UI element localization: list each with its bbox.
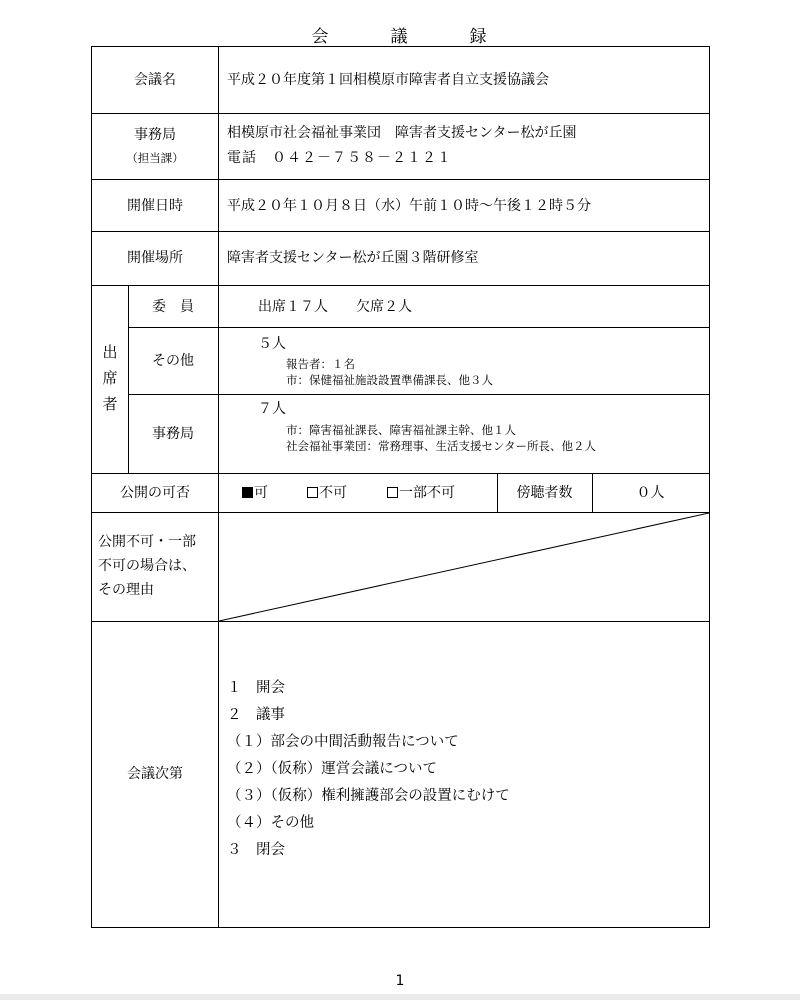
agenda-item: １ 開会 (227, 680, 285, 696)
attendees-label-char: 席 (102, 369, 118, 387)
disclosure-option-no[interactable] (307, 484, 347, 502)
secretariat-line1: 相模原市社会福祉事業団 障害者支援センター松が丘園 (227, 125, 577, 141)
attendee-secretariat-count: ７人 (258, 401, 286, 417)
meeting-name-label: 会議名 (134, 72, 176, 88)
disclosure-label: 公開の可否 (120, 485, 190, 501)
disclosure-option-label: 不可 (319, 485, 347, 501)
secretariat-sublabel: （担当課） (126, 151, 184, 165)
row-divider (92, 179, 709, 180)
unchecked-box-icon (307, 487, 318, 498)
attendee-secretariat-detail: 市：障害福祉課長、障害福祉課主幹、他１人 (286, 423, 516, 437)
disclosure-option-label: 一部不可 (399, 485, 455, 501)
agenda-item: （２）（仮称）運営会議について (227, 761, 437, 777)
observers-label: 傍聴者数 (516, 485, 573, 501)
checked-box-icon (242, 487, 253, 498)
unchecked-box-icon (387, 487, 398, 498)
row-divider (92, 473, 709, 474)
row-divider (128, 394, 709, 395)
others-label: その他 (152, 353, 194, 369)
others-detail: 市：保健福祉施設設置準備課長、他３人 (286, 373, 493, 387)
agenda-list (227, 675, 510, 864)
reason-label-line: その理由 (98, 582, 154, 598)
agenda-item: （４）その他 (227, 815, 314, 831)
reason-label-line: 公開不可・一部 (98, 534, 196, 550)
secretariat-phone: 電話 ０４２－７５８－２１２１ (227, 150, 452, 166)
agenda-item: ３ 閉会 (227, 842, 285, 858)
agenda-item: ２ 議事 (227, 707, 285, 723)
venue-value: 障害者支援センター松が丘園３階研修室 (227, 250, 479, 266)
datetime-value: 平成２０年１０月８日（水）午前１０時～午後１２時５分 (227, 198, 591, 214)
column-divider (218, 47, 219, 927)
row-divider (92, 231, 709, 232)
minutes-table (91, 46, 710, 928)
others-detail: 報告者：１名 (286, 357, 355, 371)
title-char: 議 (390, 27, 410, 47)
members-label: 委 員 (152, 299, 194, 315)
attendees-label-char: 者 (102, 395, 118, 413)
row-divider (92, 113, 709, 114)
title-char: 会 (311, 27, 331, 47)
footer-bar (0, 994, 800, 1000)
disclosure-option-yes[interactable] (242, 484, 268, 502)
attendees-label-char: 出 (102, 343, 118, 361)
agenda-label: 会議次第 (127, 766, 183, 782)
observers-value: ０人 (636, 485, 665, 501)
attendees-label (100, 339, 120, 417)
venue-label: 開催場所 (127, 250, 183, 266)
page-number: 1 (395, 973, 405, 989)
members-value: 出席１７人 欠席２人 (258, 299, 412, 315)
attendee-secretariat-label: 事務局 (152, 426, 194, 442)
title-char: 録 (469, 27, 489, 47)
row-divider (92, 285, 709, 286)
reason-label-line: 不可の場合は、 (98, 558, 196, 574)
disclosure-option-partial[interactable] (387, 484, 455, 502)
others-count: ５人 (258, 336, 286, 352)
disclosure-option-label: 可 (254, 485, 268, 501)
row-divider (128, 327, 709, 328)
secretariat-label: 事務局 (134, 127, 176, 143)
document-title (0, 22, 800, 47)
attendee-secretariat-detail: 社会福祉事業団：常務理事、生活支援センター所長、他２人 (286, 439, 597, 453)
agenda-item: （３）（仮称）権利擁護部会の設置にむけて (227, 788, 510, 804)
row-divider (92, 621, 709, 622)
meeting-name-value: 平成２０年度第１回相模原市障害者自立支援協議会 (227, 72, 549, 88)
agenda-item: （１）部会の中間活動報告について (227, 734, 459, 750)
datetime-label: 開催日時 (127, 198, 183, 214)
diagonal-strike (219, 513, 709, 621)
